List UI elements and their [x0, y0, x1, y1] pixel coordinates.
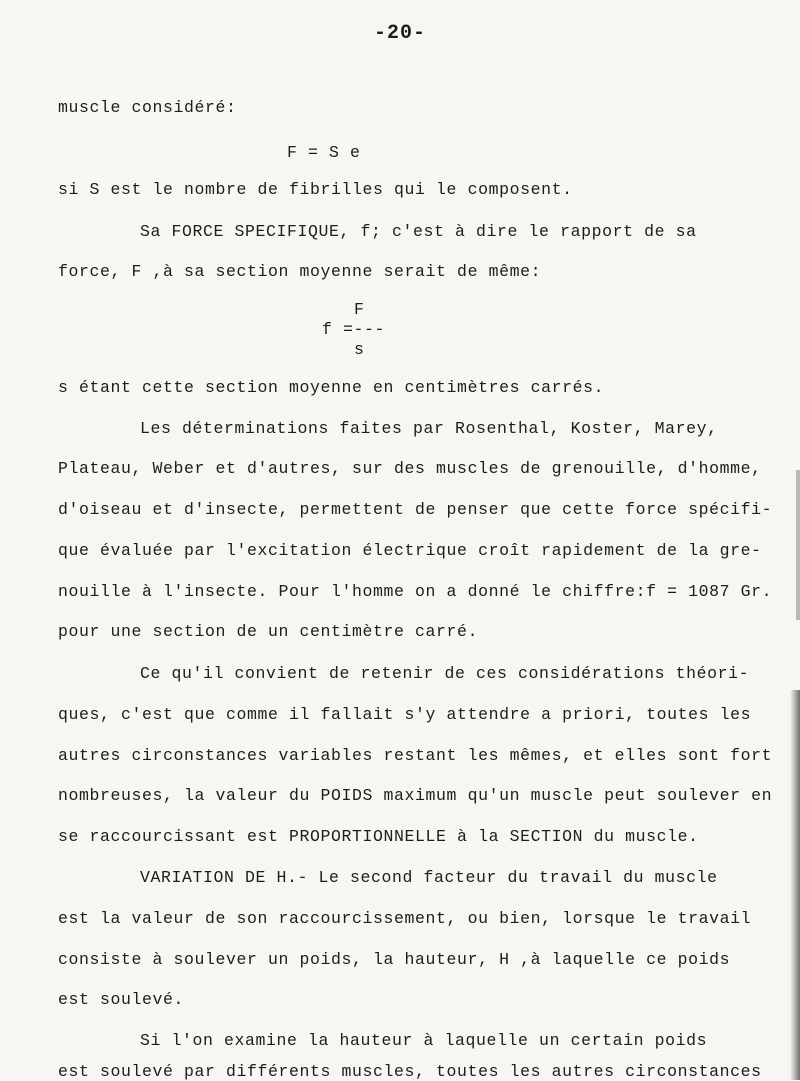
text-line: Plateau, Weber et d'autres, sur des muscles de grenouille, d'homme, [58, 459, 762, 478]
page-number: -20- [373, 22, 426, 45]
text-line: force, F ,à sa section moyenne serait de même: [58, 262, 542, 281]
formula-line: F = S e [287, 143, 361, 162]
text-line: s étant cette section moyenne en centimètres carrés. [58, 378, 605, 397]
text-line: nombreuses, la valeur du POIDS maximum qu'un muscle peut soulever en [58, 786, 773, 805]
text-line: est soulevé. [58, 990, 185, 1009]
text-line: ques, c'est que comme il fallait s'y attendre a priori, toutes les [58, 705, 752, 724]
text-line: que évaluée par l'excitation électrique croît rapidement de la gre- [58, 541, 762, 560]
text-line: Les déterminations faites par Rosenthal, Koster, Marey, [140, 419, 718, 438]
text-line: Sa FORCE SPECIFIQUE, f; c'est à dire le rapport de sa [140, 222, 697, 241]
text-line: consiste à soulever un poids, la hauteur, H ,à laquelle ce poids [58, 950, 731, 969]
text-line: pour une section de un centimètre carré. [58, 622, 479, 641]
text-line: Ce qu'il convient de retenir de ces considérations théori- [140, 664, 750, 683]
text-line: autres circonstances variables restant les mêmes, et elles sont fort [58, 746, 773, 765]
text-line: si S est le nombre de fibrilles qui le composent. [58, 180, 573, 199]
text-line: d'oiseau et d'insecte, permettent de penser que cette force spécifi- [58, 500, 773, 519]
scan-edge-shadow [790, 690, 800, 1080]
scan-edge-mark [796, 470, 800, 620]
formula-denominator: s [354, 340, 365, 359]
formula-line: f =--- [322, 320, 386, 339]
text-line: Si l'on examine la hauteur à laquelle un certain poids [140, 1031, 708, 1050]
text-line: est la valeur de son raccourcissement, ou bien, lorsque le travail [58, 909, 752, 928]
text-line: est soulevé par différents muscles, toutes les autres circonstances [58, 1062, 762, 1081]
formula-numerator: F [354, 300, 365, 319]
section-heading-line: VARIATION DE H.- Le second facteur du travail du muscle [140, 868, 718, 887]
text-line: se raccourcissant est PROPORTIONNELLE à la SECTION du muscle. [58, 827, 699, 846]
text-line: muscle considéré: [58, 98, 237, 117]
text-line: nouille à l'insecte. Pour l'homme on a donné le chiffre:f = 1087 Gr. [58, 582, 773, 601]
